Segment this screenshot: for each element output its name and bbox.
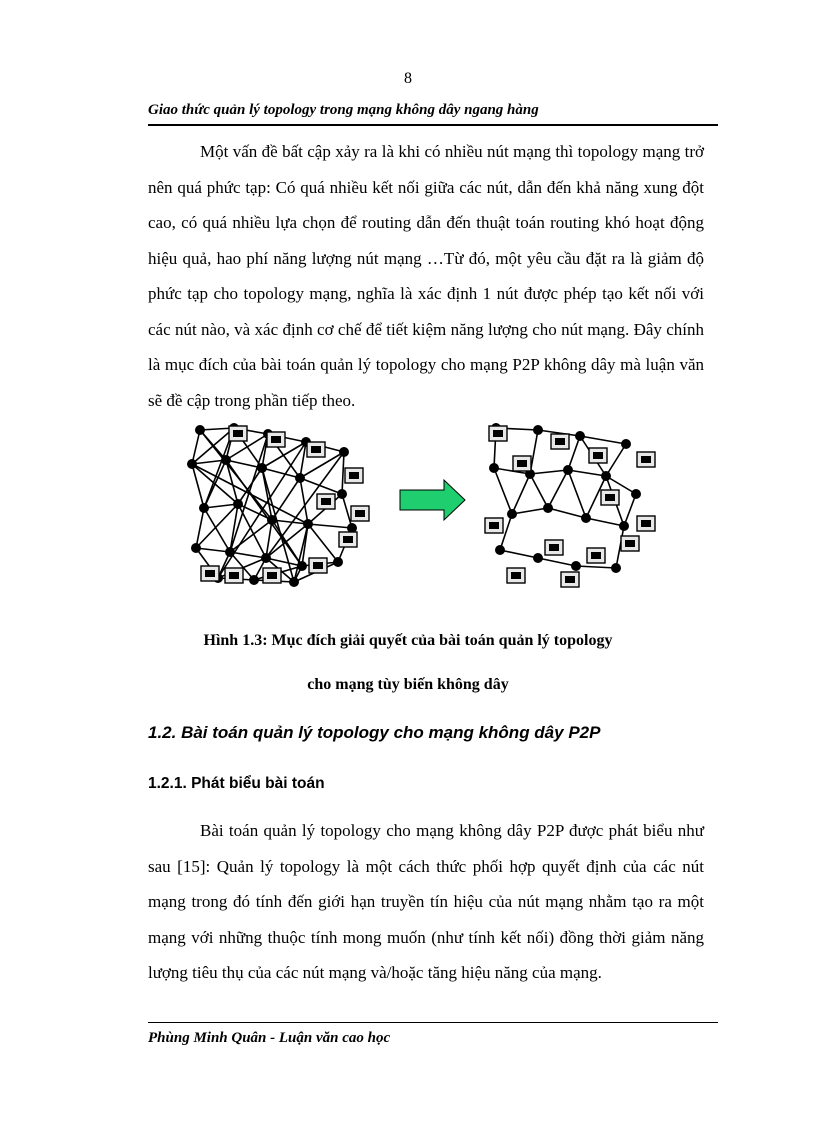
computer-screen-icon [313,562,323,569]
network-link [308,524,338,562]
network-link [230,520,272,552]
computer-screen-icon [355,510,365,517]
network-node [295,473,305,483]
network-node [191,543,201,553]
network-link [196,548,230,552]
network-node [621,439,631,449]
header-rule [148,124,718,126]
computer-screen-icon [493,430,503,437]
running-footer: Phùng Minh Quân - Luận văn cao học [148,1030,391,1046]
network-link [512,508,548,514]
computer-screen-icon [233,430,243,437]
computer-screen-icon [641,456,651,463]
network-node [571,561,581,571]
computer-screen-icon [593,452,603,459]
network-node [507,509,517,519]
section-heading: 1.2. Bài toán quản lý topology cho mạng không dây P2P [148,723,601,742]
computer-screen-icon [511,572,521,579]
transform-arrow-icon [400,480,465,520]
running-header: Giao thức quản lý topology trong mạng không dây ngang hàng [148,102,539,118]
network-node [257,463,267,473]
network-link [204,508,230,552]
network-node [303,519,313,529]
network-node [619,521,629,531]
computer-screen-icon [229,572,239,579]
footer-rule [148,1022,718,1023]
network-link [568,470,606,476]
network-node [225,547,235,557]
computer-screen-icon [517,460,527,467]
network-node [581,513,591,523]
sparse-network-diagram [485,423,655,587]
network-node [631,489,641,499]
network-link [568,470,586,518]
network-node [297,561,307,571]
network-link [204,504,238,508]
network-link [538,558,576,566]
computer-screen-icon [489,522,499,529]
network-link [500,550,538,558]
network-node [221,455,231,465]
computer-screen-icon [205,570,215,577]
computer-screen-icon [565,576,575,583]
computer-screen-icon [591,552,601,559]
network-node [533,553,543,563]
network-node [249,575,259,585]
computer-screen-icon [343,536,353,543]
computer-screen-icon [625,540,635,547]
figure-caption-line-2: cho mạng tùy biến không dây [307,676,509,693]
network-node [233,499,243,509]
computer-screen-icon [605,494,615,501]
network-link [342,452,344,494]
network-link [272,478,300,520]
network-link [568,436,580,470]
topology-figure-graphic [176,416,656,596]
network-node [495,545,505,555]
network-link [530,470,568,474]
network-link [606,444,626,476]
subsection-heading: 1.2.1. Phát biểu bài toán [148,775,325,792]
computer-screen-icon [267,572,277,579]
network-node [267,515,277,525]
network-link [512,474,530,514]
network-link [300,478,342,494]
network-node [261,553,271,563]
computer-screen-icon [641,520,651,527]
network-node [339,447,349,457]
network-link [300,478,308,524]
network-link [580,436,626,444]
computer-screen-icon [349,472,359,479]
computer-screen-icon [311,446,321,453]
network-node [337,489,347,499]
network-node [611,563,621,573]
network-node [601,471,611,481]
network-link [624,494,636,526]
network-node [533,425,543,435]
network-node [543,503,553,513]
body-paragraph-2: Bài toán quản lý topology cho mạng không dây P2P được phát biểu như sau [15]: Quản lý topology là một cách thức phối hợp quyết định của các nút mạng trong đó tính đến giới hạn truyền tín hiệu của nút mạng nhằm tạo ra một mạng với những thuộc tính mong muốn (như tính kết nối) đồng thời giảm năng lượng tiêu thụ của các nút mạng và/hoặc tăng hiệu năng của mạng. [148,821,704,982]
computer-screen-icon [321,498,331,505]
network-node [199,503,209,513]
network-link [576,566,616,568]
page-number: 8 [404,70,412,87]
body-paragraph-1: Một vấn đề bất cập xảy ra là khi có nhiều nút mạng thì topology mạng trở nên quá phức tạp: Có quá nhiều kết nối giữa các nút, dẫn đến khả năng xung đột cao, có quá nhiều lựa chọn để routing dẫn đến thuật toán routing khó hoạt động hiệu quả, hao phí năng lượng nút mạng …Từ đó, một yêu cầu đặt ra là giảm độ phức tạp cho topology mạng, nghĩa là xác định 1 nút được phép tạo kết nối với các nút nào, và xác định cơ chế để tiết kiệm năng lượng cho nút mạng. Đây chính là mục đích của bài toán quản lý topology cho mạng P2P không dây mà luận văn sẽ đề cập trong phần tiếp theo. [148,142,704,410]
network-node [575,431,585,441]
computer-screen-icon [271,436,281,443]
network-link [530,474,548,508]
network-link [308,524,352,528]
network-node [289,577,299,587]
network-link [494,468,512,514]
dense-network-diagram [187,423,369,587]
network-node [187,459,197,469]
network-node [563,465,573,475]
topology-figure [176,416,656,596]
figure-caption-line-1: Hình 1.3: Mục đích giải quyết của bài toán quản lý topology [203,632,613,649]
network-node [195,425,205,435]
network-link [586,518,624,526]
computer-screen-icon [549,544,559,551]
network-node [333,557,343,567]
computer-screen-icon [555,438,565,445]
network-link [548,470,568,508]
network-link [548,508,586,518]
network-link [192,464,204,508]
network-node [489,463,499,473]
